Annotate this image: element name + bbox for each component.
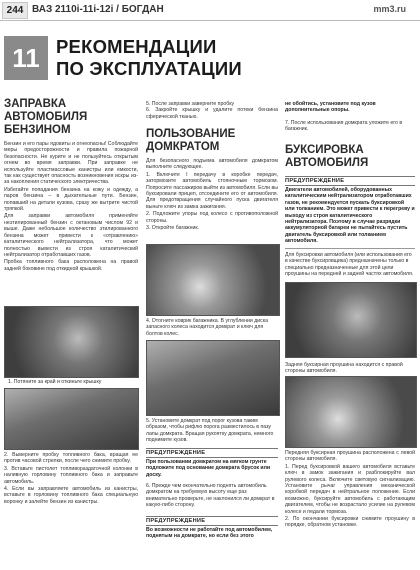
caption: 4. Если вы заправляете автомобиль из канистры, вставьте в горловину топливного бака специальную воронку и залейте бензин из канистры.	[4, 486, 138, 505]
step: 1. Перед буксировкой вашего автомобиля вставьте ключ в замок зажигания и разблокируйте вал рулевого колеса. Включите световую сигнализацию. Установите рычаг управления механической коробкой передач в нейтральное положение. Если возможно, буксируйте автомобиль с работающим двигателем, чтобы не возрастало усилие на рулевом колесе и педали тормоза.	[285, 463, 415, 515]
photo-fuel-cap	[4, 388, 139, 450]
chapter-title-line2: ПО ЭКСПЛУАТАЦИИ	[56, 58, 242, 79]
paragraph: Пробка топливного бака расположена на правой задней боковине под откидной крышкой.	[4, 259, 138, 272]
heading-line: ПОЛЬЗОВАНИЕ	[146, 128, 236, 140]
tow-text	[285, 450, 415, 529]
refuel-end-steps	[146, 101, 278, 120]
heading-line: АВТОМОБИЛЯ	[285, 157, 369, 169]
page-header	[0, 0, 420, 21]
step: 2. По окончании буксировки снимите проушину в порядке, обратном установке.	[285, 516, 415, 529]
caption: 2. Выверните пробку топливного бака, вращая ее против часовой стрелки, после чего снимите пробку.	[4, 452, 138, 465]
warning-text: При пользовании домкратом на мягком грунте подложите под основание домкрата брусок или доску.	[146, 459, 271, 478]
refuel-text	[4, 141, 138, 272]
photo-jack-placement	[146, 340, 280, 416]
warning-title: ПРЕДУПРЕЖДЕНИЕ	[285, 176, 415, 186]
heading-line: БЕНЗИНОМ	[4, 124, 71, 136]
page-number: 244	[2, 2, 28, 19]
paragraph: Для буксировки автомобиля (или использования его в качестве буксировщика) предназначены только в специально предназначенные для этой цели проушины на передней и задней частях автомобиля.	[285, 252, 414, 278]
paragraph: Для заправки автомобиля применяйте неэтилированный бензин с октановым числом 92 и выше. Даже небольшое количество этилированного бензина может привести к «отравлению» каталитического нейтрализатора, что может полностью вывести из строя каталитический нейтрализатор отработавших газов.	[4, 213, 138, 258]
chapter-title-line1: РЕКОМЕНДАЦИИ	[56, 36, 217, 57]
section-heading-tow	[285, 144, 368, 170]
step: 2. Подложите упоры под колесо с противоположной стороны.	[146, 211, 278, 224]
site-name: mm3.ru	[373, 4, 406, 14]
photo-rear-tow-eye	[285, 282, 417, 358]
heading-line: БУКСИРОВКА	[285, 144, 364, 156]
step: 1. Включите I передачу в коробке передач, затормозите автомобиль стояночным тормозом. Попросите пассажиров выйти из автомобиля. Если вы буксировали прицеп, отсоедините его от автомобиля. Для предотвращения случайного пуска двигателя выньте ключ из замка зажигания.	[146, 171, 278, 210]
paragraph: Для безопасного подъема автомобиля домкратом выполните следующее.	[146, 158, 278, 171]
model-title: ВАЗ 2110i-11i-12i / БОГДАН	[32, 4, 164, 15]
warning-text: Двигатели автомобилей, оборудованных каталитическим нейтрализатором отработавших газов, не рекомендуется пускать буксировкой или толканием. Это может привести к перегреву и выходу из строя каталитического нейтрализатора. Поэтому в случае разрядки аккумуляторной батареи не пытайтесь пустить двигатель буксировкой или толканием автомобиля.	[285, 187, 415, 245]
paragraph: Бензин и его пары ядовиты и огнеопасны! Соблюдайте меры предосторожности и правила пожарной безопасности. Не курите и не пользуйтесь открытым огнем во время заправки. При заправке не используйте пластмассовые канистры или емкости, так как существует опасность возникновения искры из-за накопления статического электричества.	[4, 141, 138, 186]
paragraph: Избегайте попадания бензина на кожу и одежду, а паров бензина – в дыхательные пути. Бензин, попавший на детали кузова, сразу же вытрите чистой тряпкой.	[4, 186, 138, 213]
paragraph: 6. Прежде чем окончательно поднять автомобиль домкратом на требуемую высоту еще раз внимательно проверьте, не наклонился ли домкрат в какую-либо сторону.	[146, 483, 275, 509]
step: 7. После использования домкрата уложите его в багажник.	[285, 120, 403, 133]
warning-text-continued: не обойтись, установите под кузов дополнительные опоры.	[285, 101, 376, 114]
photo-trunk-spare	[146, 244, 280, 316]
caption: 3. Вставьте пистолет топливораздаточной колонки в наливную горловину топливного бака и заправьте автомобиль.	[4, 465, 138, 485]
jack-text	[146, 158, 278, 231]
divider	[285, 248, 415, 249]
warning-title: ПРЕДУПРЕЖДЕНИЕ	[146, 516, 278, 526]
step: 5. После заправки заверните пробку	[146, 101, 235, 107]
warning-title: ПРЕДУПРЕЖДЕНИЕ	[146, 448, 278, 458]
caption: Задняя буксирная проушина находится с правой стороны автомобиля.	[285, 362, 403, 375]
photo-front-tow-eye	[285, 376, 417, 448]
step: 3. Откройте багажник.	[146, 225, 200, 232]
warning-text: Во возможности не работайте под автомобилем, поднятым на домкрате, но если без этого	[146, 527, 273, 540]
photo-fuel-flap	[4, 306, 139, 378]
heading-line: ДОМКРАТОМ	[146, 141, 220, 153]
caption: 4. Отогните коврик багажника. В углублении диска запасного колеса находится домкрат и ключ для болтов колес.	[146, 318, 269, 337]
caption: 1. Потяните за край и откиньте крышку	[8, 379, 102, 385]
chapter-title	[56, 36, 242, 80]
section-heading-jack	[146, 128, 235, 154]
caption: Передняя буксирная проушина расположена с левой стороны автомобиля.	[285, 450, 415, 463]
heading-line: ЗАПРАВКА	[4, 98, 67, 110]
section-heading-refuel	[4, 98, 87, 137]
chapter-number: 11	[4, 36, 48, 80]
heading-line: АВТОМОБИЛЯ	[4, 111, 88, 123]
step: 6. Закройте крышку и удалите потеки бензина сферической тканью.	[146, 107, 278, 120]
refuel-steps	[4, 452, 138, 505]
caption: 5. Установите домкрат под порог кузова таким образом, чтобы рифлю порога разместилось в пазу лапы домкрата. Вращая рукоятку домкрата, немного поднимите кузов.	[146, 418, 274, 444]
